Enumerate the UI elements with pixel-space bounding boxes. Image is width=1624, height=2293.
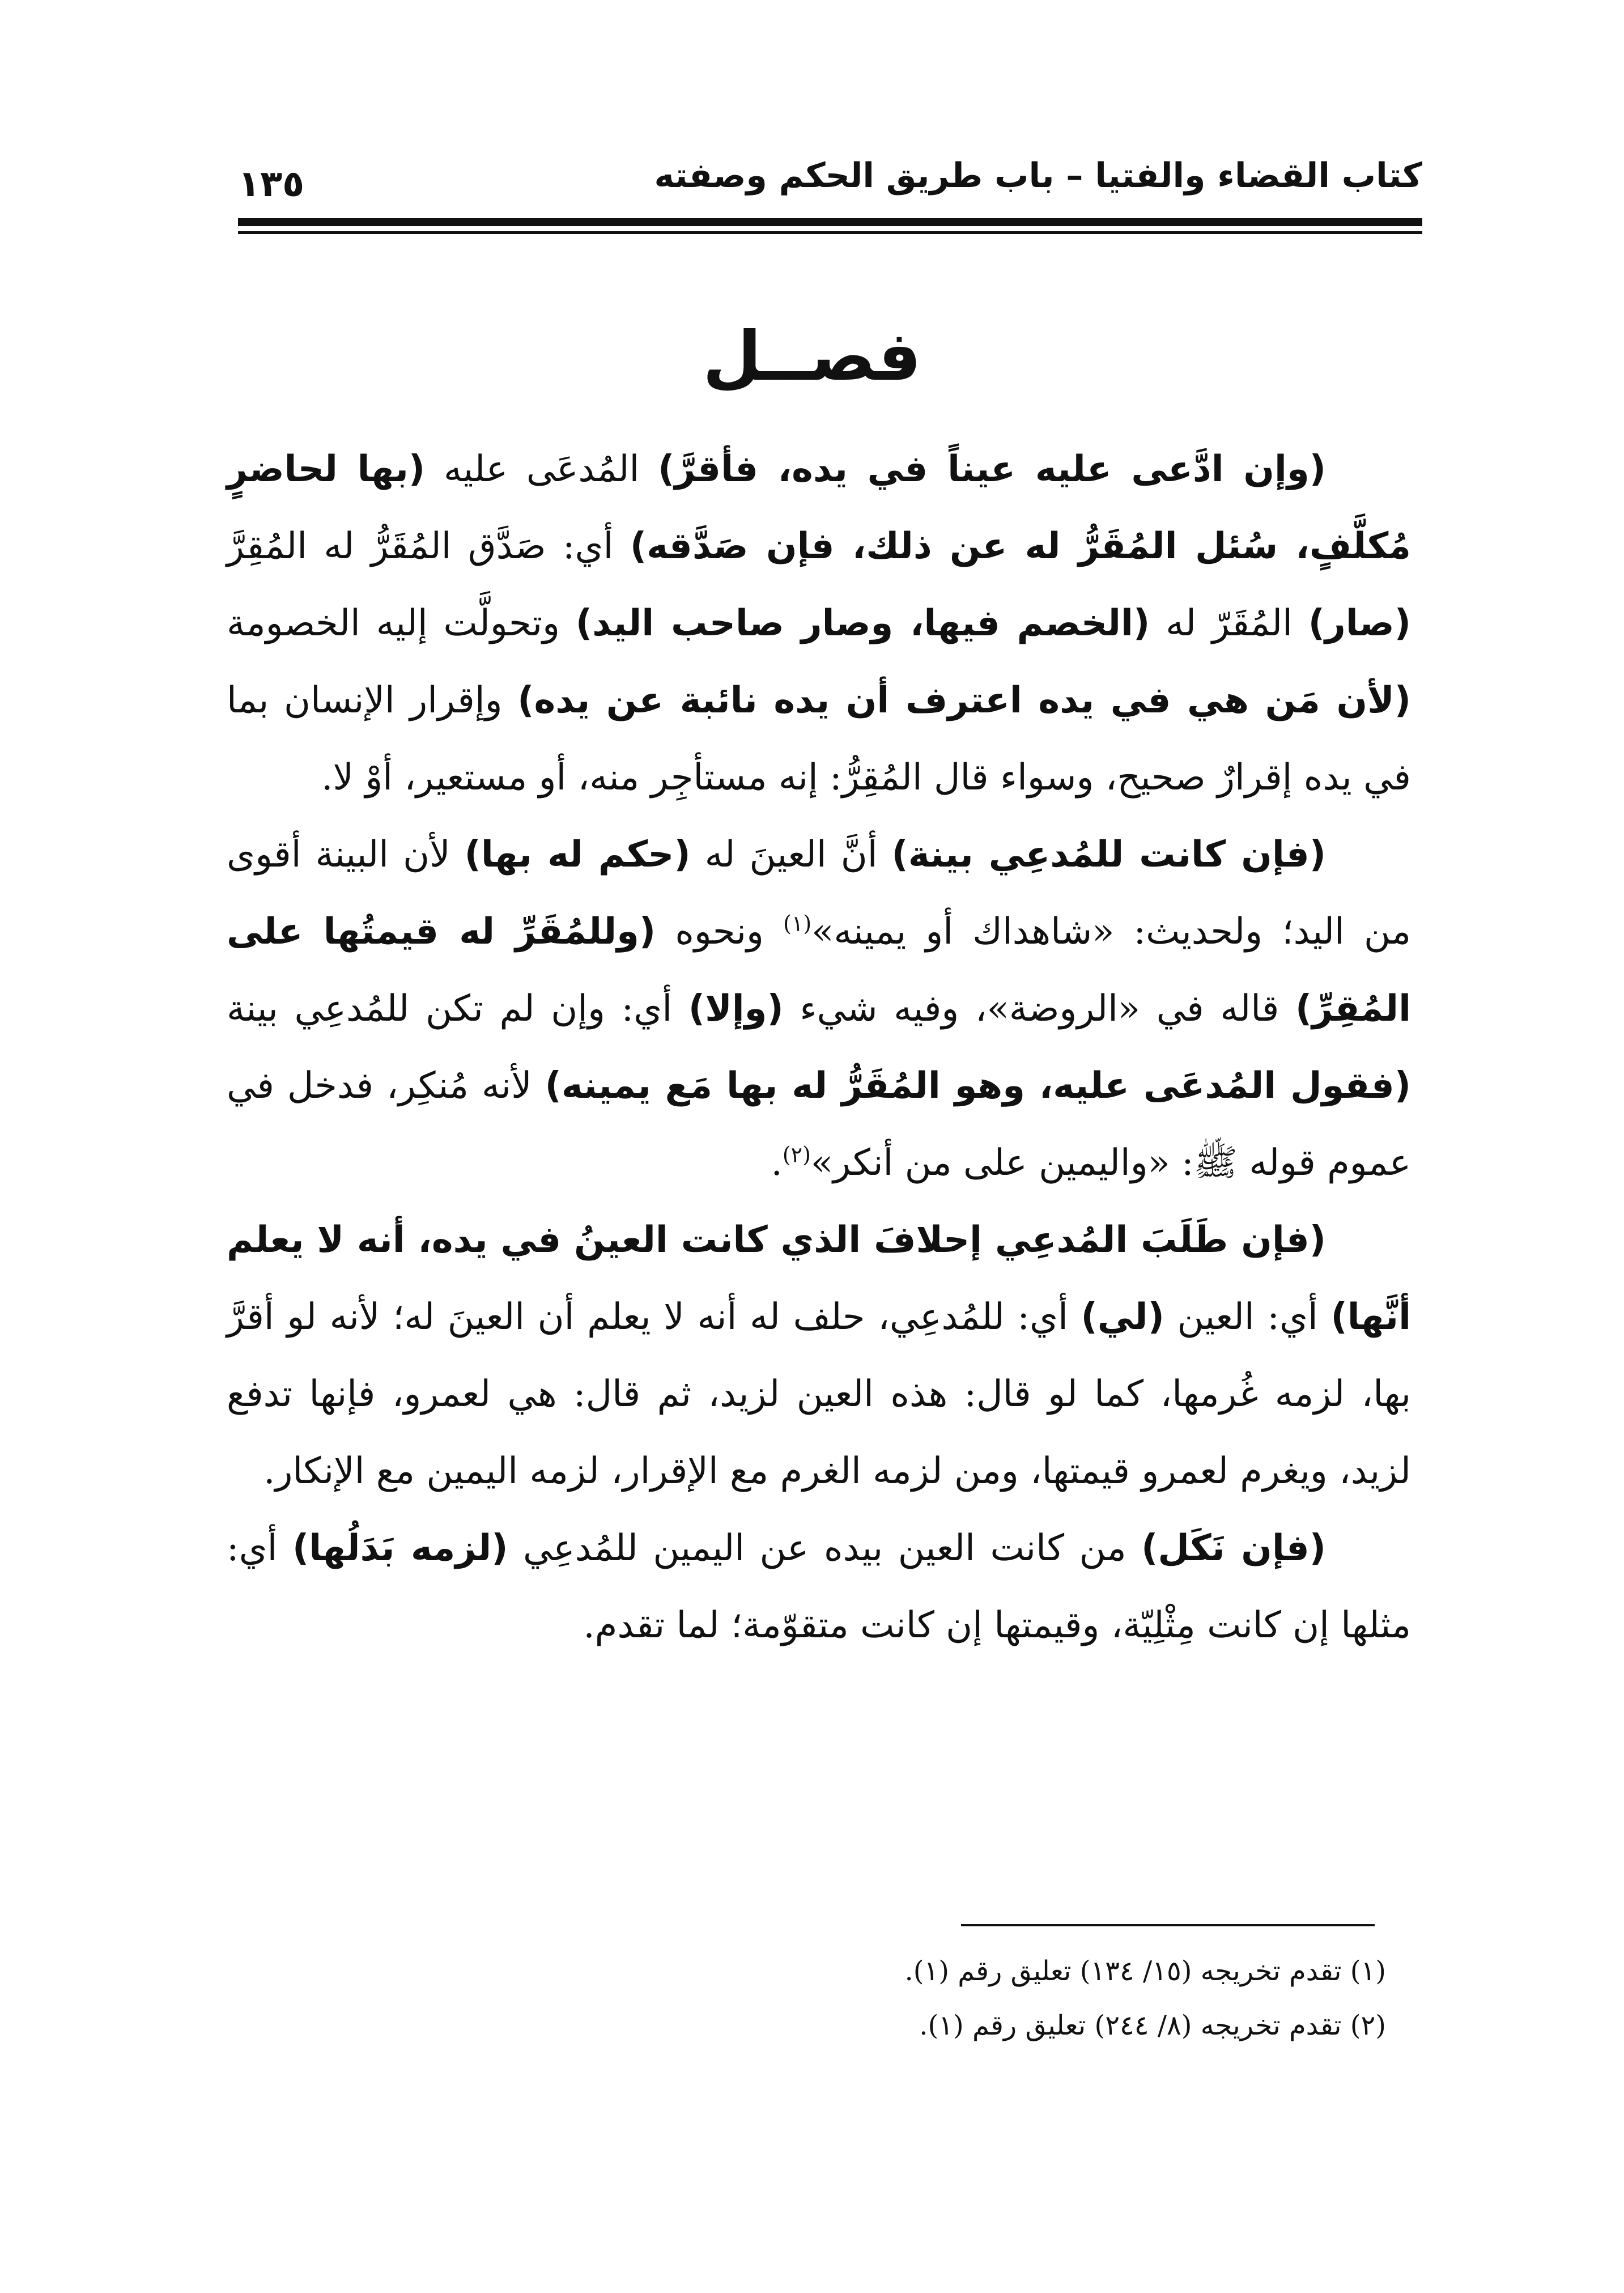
header-rule-thick <box>238 218 1422 226</box>
page-number: ١٣٥ <box>238 163 305 205</box>
commentary-text: أي: وإن لم تكن للمُدعِي بينة <box>227 988 688 1030</box>
commentary-text: أي: صَدَّق المُقَرُّ له المُقِرَّ <box>227 525 630 567</box>
commentary-text: وتحولَّت إليه الخصومة <box>227 602 576 644</box>
commentary-text: لأن البينة أقوى من اليد؛ ولحديث: «شاهداك أو يمينه» <box>227 834 1412 953</box>
commentary-text: المُدعَى عليه <box>425 448 658 490</box>
commentary-text: أي: العين <box>1164 1296 1331 1338</box>
commentary-text: وإقرار الإنسان بما في يده إقرارٌ صحيح، وسواء قال المُقِرُّ: إنه مستأجِر منه، أو مستعير، أوْ لا. <box>227 680 1411 799</box>
commentary-text: ونحوه <box>656 911 784 953</box>
matn-text: (فإن كانت للمُدعِي بينة) <box>891 834 1327 876</box>
header-rule-thin <box>238 231 1422 234</box>
commentary-text: أي: مثلها إن كانت مِثْلِيّة، وقيمتها إن كانت متقوّمة؛ لما تقدم. <box>227 1527 1411 1646</box>
matn-text: (فإن نَكَل) <box>1141 1527 1327 1569</box>
matn-text: (فقول المُدعَى عليه، وهو المُقَرُّ له بها مَع يمينه) <box>545 1065 1412 1107</box>
body-text <box>227 431 1411 1664</box>
paragraph <box>227 1510 1411 1664</box>
commentary-text: أي: للمُدعِي، حلف له أنه لا يعلم أن العينَ له؛ لأنه لو أقرَّ بها، لزمه غُرمها، كما لو قال: هذه العين لزيد، ثم قال: هي لعمرو، فإنها تدفع لزيد، ويغرم لعمرو قيمتها، ومن لزمه الغرم مع الإقرار، لزمه اليمين مع الإنكار. <box>227 1296 1411 1492</box>
matn-text: (لزمه بَدَلُها) <box>292 1527 508 1569</box>
matn-text: (فإن طَلَبَ المُدعِي إحلافَ الذي كانت العينُ في يده، أنه لا يعلم أنَّها) <box>227 1219 1411 1338</box>
paragraph <box>227 816 1411 1201</box>
paragraph <box>227 431 1411 816</box>
footnote-1: (١) تقدم تخريجه (١٥/ ١٣٤) تعليق رقم (١). <box>904 1955 1386 1987</box>
section-heading: فصــل <box>703 317 921 396</box>
commentary-text: . <box>771 1142 783 1184</box>
matn-text: (لي) <box>1081 1296 1164 1338</box>
commentary-text: المُقَرّ له <box>1150 602 1308 644</box>
commentary-text: أنَّ العينَ له <box>690 834 892 876</box>
commentary-text: قاله في «الروضة»، وفيه شيء <box>783 988 1295 1030</box>
footnote-marker: (٢) <box>782 1142 811 1167</box>
matn-text: (وللمُقَرِّ له قيمتُها على المُقِرِّ) <box>227 911 1411 1030</box>
matn-text: (لأن مَن هي في يده اعترف أن يده نائبة عن يده) <box>517 680 1412 721</box>
footnote-2: (٢) تقدم تخريجه (٨/ ٢٤٤) تعليق رقم (١). <box>919 2010 1386 2041</box>
matn-text: (الخصم فيها، وصار صاحب اليد) <box>575 602 1150 644</box>
header-title: كتاب القضاء والفتيا – باب طريق الحكم وصفته <box>654 156 1422 196</box>
matn-text: (وإن ادَّعى عليه عيناً في يده، فأقرَّ) <box>658 448 1327 490</box>
footnote-separator <box>961 1924 1375 1926</box>
commentary-text: لأنه مُنكِر، فدخل في عموم قوله ﷺ: «واليمين على من أنكر» <box>227 1065 1411 1184</box>
commentary-text: من كانت العين بيده عن اليمين للمُدعِي <box>508 1527 1142 1569</box>
matn-text: (حكم له بها) <box>464 834 691 876</box>
matn-text: (صار) <box>1308 602 1411 644</box>
running-header <box>238 150 1422 213</box>
paragraph <box>227 1201 1411 1510</box>
footnotes <box>202 1944 1386 2053</box>
matn-text: (بها لحاضرٍ مُكلَّفٍ، سُئل المُقَرُّ له عن ذلك، فإن صَدَّقه) <box>227 448 1412 567</box>
matn-text: (وإلا) <box>688 988 784 1030</box>
footnote-marker: (١) <box>783 911 812 936</box>
